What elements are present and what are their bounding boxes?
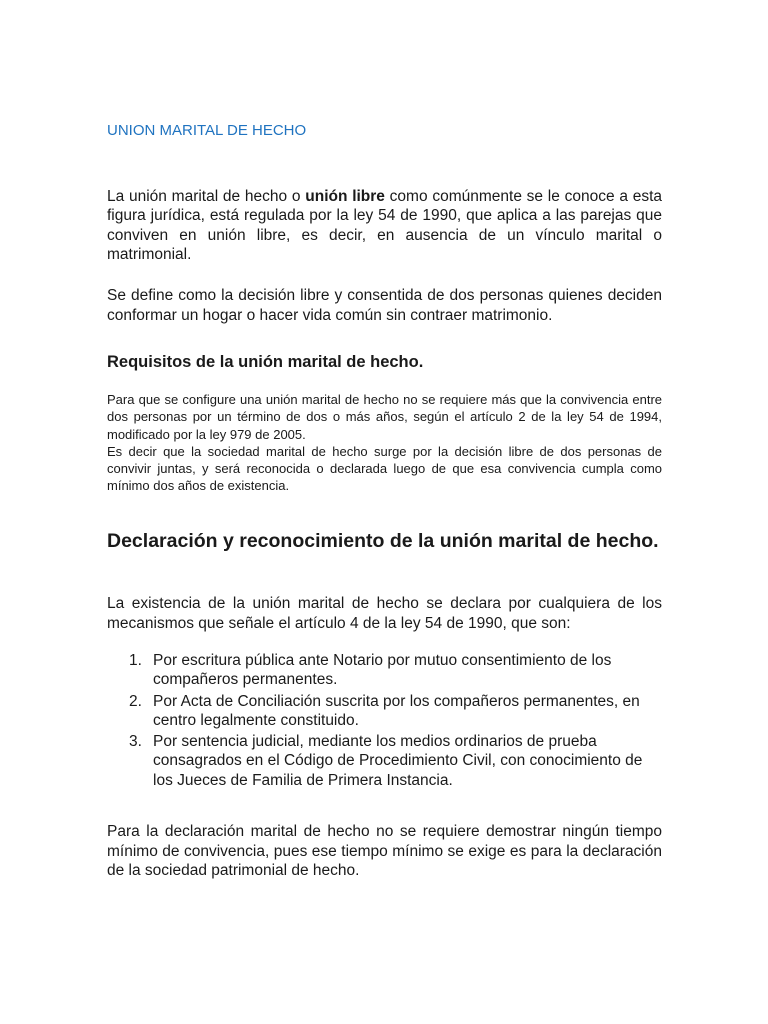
- list-item-number: 2.: [129, 692, 142, 710]
- intro-text-after: como comúnmente se le conoce a esta figura jurídica, está regulada por la ley 54 de 1990, que aplica a las parejas que conviven en unión libre, es decir, en ausencia de un vínculo marital o matrimonial.: [107, 188, 663, 263]
- list-item-number: 3.: [129, 733, 142, 751]
- requirements-heading: Requisitos de la unión marital de hecho.: [107, 353, 424, 371]
- list-item: [107, 732, 662, 790]
- intro-bold-term: unión libre: [305, 188, 385, 205]
- closing-paragraph: Para la declaración marital de hecho no se requiere demostrar ningún tiempo mínimo de convivencia, pues ese tiempo mínimo se exige es para la declaración de la sociedad patrimonial de hecho.: [107, 823, 662, 879]
- list-item: [107, 651, 662, 690]
- declaration-heading: Declaración y reconocimiento de la unión marital de hecho.: [107, 530, 659, 552]
- list-item-number: 1.: [129, 652, 142, 669]
- list-item: [107, 692, 662, 731]
- mechanisms-list: [107, 651, 662, 792]
- definition-paragraph: Se define como la decisión libre y consentida de dos personas quienes deciden conformar un hogar o hacer vida común sin contraer matrimonio.: [107, 287, 662, 324]
- intro-text-before: La unión marital de hecho o: [107, 188, 306, 205]
- document-title: UNION MARITAL DE HECHO: [107, 122, 307, 139]
- requirements-paragraph-1: Para que se configure una unión marital de hecho no se requiere más que la convivencia entre dos personas por un término de dos o más años, según el artículo 2 de la ley 54 de 1994, modificado por la ley 979 de 2005.: [107, 392, 662, 442]
- list-item-text: Por Acta de Conciliación suscrita por los compañeros permanentes, en centro legalmente constituido.: [153, 692, 640, 729]
- requirements-section: [107, 391, 662, 495]
- list-item-text: Por sentencia judicial, mediante los medios ordinarios de prueba consagrados en el Código de Procedimiento Civil, con conocimiento de los Jueces de Familia de Primera Instancia.: [153, 733, 643, 789]
- declaration-intro: La existencia de la unión marital de hecho se declara por cualquiera de los mecanismos que señale el artículo 4 de la ley 54 de 1990, que son:: [107, 595, 662, 632]
- intro-paragraph: [107, 187, 662, 264]
- requirements-paragraph-2: Es decir que la sociedad marital de hecho surge por la decisión libre de dos personas de convivir juntas, y será reconocida o declarada luego de que esa convivencia cumpla como mínimo dos años de existencia.: [107, 443, 662, 494]
- list-item-text: Por escritura pública ante Notario por mutuo consentimiento de los compañeros permanentes.: [153, 652, 612, 689]
